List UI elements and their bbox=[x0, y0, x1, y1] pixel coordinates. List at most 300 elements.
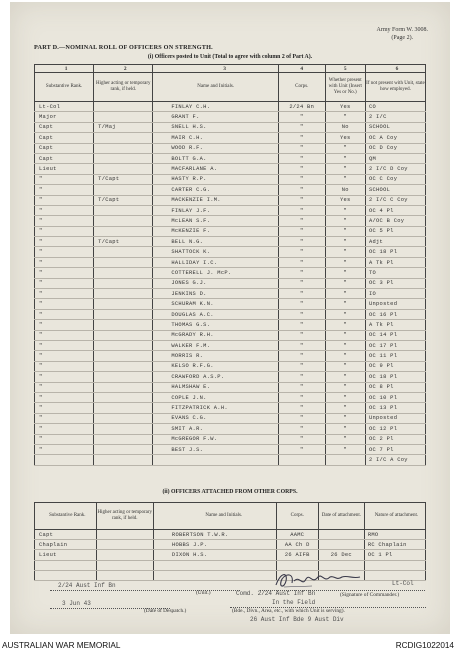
cell-present: " bbox=[325, 268, 365, 278]
cell-present: " bbox=[325, 278, 365, 288]
cell-rank: " bbox=[35, 268, 94, 278]
cell-name: KELSO R.F.G. bbox=[153, 361, 279, 371]
cell-employed: 2 I/C bbox=[365, 112, 425, 122]
cell-employed: TO bbox=[365, 268, 425, 278]
att-cell-nature: RC Chaplain bbox=[364, 540, 425, 550]
att-cell-rank bbox=[35, 570, 97, 580]
cell-name: DOUGLAS A.C. bbox=[153, 309, 279, 319]
unit-label: (Unit.) bbox=[196, 590, 211, 596]
document-page bbox=[10, 2, 450, 634]
cell-rank: " bbox=[35, 413, 94, 423]
cell-corps: " bbox=[278, 330, 325, 340]
column-header-row bbox=[35, 73, 426, 102]
att-cell-name bbox=[153, 570, 276, 580]
cell-name: CARTER C.G. bbox=[153, 185, 279, 195]
cell-rank: Lt-Col bbox=[35, 102, 94, 112]
cell-employed: Adjt bbox=[365, 237, 425, 247]
table-row bbox=[35, 382, 426, 392]
cell-present: " bbox=[325, 174, 365, 184]
cell-higher bbox=[94, 185, 153, 195]
att-header-substantive-rank: Substantive Rank. bbox=[35, 503, 97, 530]
table-row bbox=[35, 122, 426, 132]
cell-name: THOMAS G.S. bbox=[153, 320, 279, 330]
table-row bbox=[35, 403, 426, 413]
cell-higher bbox=[94, 340, 153, 350]
cell-higher bbox=[94, 205, 153, 215]
att-header-nature: Nature of attachment. bbox=[364, 503, 425, 530]
cell-rank: Capt bbox=[35, 122, 94, 132]
unit-typed: 2/24 Aust Inf Bn bbox=[58, 582, 116, 589]
table-row bbox=[35, 540, 426, 550]
cell-rank: Major bbox=[35, 112, 94, 122]
cell-corps: " bbox=[278, 424, 325, 434]
cell-corps: " bbox=[278, 143, 325, 153]
col-number: 1 bbox=[35, 65, 94, 73]
att-cell-nature: OC 1 Pl bbox=[364, 550, 425, 560]
att-cell-rank: Lieut bbox=[35, 550, 97, 560]
table-row bbox=[35, 444, 426, 454]
cell-present: " bbox=[325, 309, 365, 319]
table-row bbox=[35, 320, 426, 330]
cell-employed: OC 14 Pl bbox=[365, 330, 425, 340]
signature-rank: Lt-Col bbox=[392, 580, 414, 587]
cell-name: JENKINS D. bbox=[153, 289, 279, 299]
cell-name: HALLIDAY I.C. bbox=[153, 257, 279, 267]
cell-higher bbox=[94, 413, 153, 423]
cell-present: " bbox=[325, 392, 365, 402]
cell-rank: " bbox=[35, 403, 94, 413]
col-number: 6 bbox=[365, 65, 425, 73]
cell-higher bbox=[94, 164, 153, 174]
att-cell-name bbox=[153, 560, 276, 570]
cell-employed: SCHOOL bbox=[365, 122, 425, 132]
cell-corps: " bbox=[278, 133, 325, 143]
cell-present: Yes bbox=[325, 195, 365, 205]
cell-employed: CO bbox=[365, 102, 425, 112]
cell-employed: OC 11 Pl bbox=[365, 351, 425, 361]
att-cell-name: HOBBS J.P. bbox=[153, 540, 276, 550]
table-row bbox=[35, 226, 426, 236]
cell-present: " bbox=[325, 257, 365, 267]
cell-rank: Capt bbox=[35, 153, 94, 163]
cell-present: " bbox=[325, 143, 365, 153]
cell-name: SMIT A.R. bbox=[153, 424, 279, 434]
cell-rank: " bbox=[35, 340, 94, 350]
cell-name: COPLE J.N. bbox=[153, 392, 279, 402]
cell-higher bbox=[94, 361, 153, 371]
header-substantive-rank: Substantive Rank. bbox=[35, 73, 94, 102]
cell-corps: " bbox=[278, 413, 325, 423]
cell-employed: OC 2 Pl bbox=[365, 434, 425, 444]
att-cell-higher bbox=[96, 550, 153, 560]
cell-higher: T/Capt bbox=[94, 174, 153, 184]
cell-employed: OC 4 Pl bbox=[365, 205, 425, 215]
cell-higher bbox=[94, 226, 153, 236]
officers-table bbox=[34, 64, 426, 466]
cell-rank: " bbox=[35, 320, 94, 330]
table-row bbox=[35, 413, 426, 423]
table-row bbox=[35, 309, 426, 319]
table-row bbox=[35, 164, 426, 174]
cell-employed: OC 9 Pl bbox=[365, 361, 425, 371]
cell-present: " bbox=[325, 434, 365, 444]
cell-corps: " bbox=[278, 268, 325, 278]
cell-rank: " bbox=[35, 195, 94, 205]
att-cell-date bbox=[318, 540, 364, 550]
attached-header-row bbox=[35, 503, 426, 530]
cell-present: " bbox=[325, 424, 365, 434]
cell-name: EVANS C.G. bbox=[153, 413, 279, 423]
att-cell-higher bbox=[96, 540, 153, 550]
table-row bbox=[35, 392, 426, 402]
cell-corps: " bbox=[278, 247, 325, 257]
cell-present: No bbox=[325, 122, 365, 132]
cell-employed: 2 I/C D Coy bbox=[365, 164, 425, 174]
table-row bbox=[35, 372, 426, 382]
cell-rank: " bbox=[35, 226, 94, 236]
att-cell-name: DIXON H.S. bbox=[153, 550, 276, 560]
table-row bbox=[35, 330, 426, 340]
cell-employed: A/OC B Coy bbox=[365, 216, 425, 226]
att-cell-corps: AAMC bbox=[276, 530, 318, 540]
cell-employed: OC A Coy bbox=[365, 133, 425, 143]
section-i-title: (i) Officers posted to Unit (Total to agree with column 2 of Part A). bbox=[147, 54, 313, 60]
cell-name: HASTY R.P. bbox=[153, 174, 279, 184]
cell-present bbox=[325, 455, 365, 465]
cell-corps: " bbox=[278, 278, 325, 288]
header-corps: Corps. bbox=[278, 73, 325, 102]
cell-corps: " bbox=[278, 361, 325, 371]
cell-higher bbox=[94, 444, 153, 454]
cell-employed: IO bbox=[365, 289, 425, 299]
cell-employed: SCHOOL bbox=[365, 185, 425, 195]
cell-higher bbox=[94, 143, 153, 153]
cell-present: " bbox=[325, 372, 365, 382]
header-if-not-present: If not present with Unit, state how employed. bbox=[365, 73, 425, 102]
table-row bbox=[35, 112, 426, 122]
cell-employed: OC 7 Pl bbox=[365, 444, 425, 454]
cell-higher: T/Maj bbox=[94, 122, 153, 132]
cell-employed: OC 5 Pl bbox=[365, 226, 425, 236]
cell-rank: " bbox=[35, 216, 94, 226]
cell-rank: " bbox=[35, 444, 94, 454]
cell-rank: " bbox=[35, 299, 94, 309]
cell-corps: " bbox=[278, 289, 325, 299]
cell-employed: Unposted bbox=[365, 299, 425, 309]
cell-rank: " bbox=[35, 247, 94, 257]
att-header-date: Date of attachment. bbox=[318, 503, 364, 530]
cell-corps: " bbox=[278, 434, 325, 444]
cell-present: " bbox=[325, 340, 365, 350]
cell-higher bbox=[94, 289, 153, 299]
att-cell-higher bbox=[96, 560, 153, 570]
cell-present: " bbox=[325, 382, 365, 392]
table-row bbox=[35, 299, 426, 309]
cell-employed: A Tk Pl bbox=[365, 257, 425, 267]
cell-higher bbox=[94, 424, 153, 434]
bde-label: (Bde., Divn., Area, etc., with which Unit is serving). bbox=[232, 608, 345, 614]
att-cell-rank: Chaplain bbox=[35, 540, 97, 550]
cell-rank: " bbox=[35, 351, 94, 361]
cell-rank: Capt bbox=[35, 133, 94, 143]
cell-name: BEST J.S. bbox=[153, 444, 279, 454]
form-number-line1: Army Form W. 3008. bbox=[376, 27, 428, 33]
cell-rank: " bbox=[35, 289, 94, 299]
att-cell-rank: Capt bbox=[35, 530, 97, 540]
section-ii-title: (ii) OFFICERS ATTACHED FROM OTHER CORPS. bbox=[162, 489, 298, 495]
table-row bbox=[35, 237, 426, 247]
cell-employed: Unposted bbox=[365, 413, 425, 423]
column-number-row bbox=[35, 65, 426, 73]
cell-corps: " bbox=[278, 174, 325, 184]
cell-employed: A Tk Pl bbox=[365, 320, 425, 330]
cell-name: FINLAY J.F. bbox=[153, 205, 279, 215]
cell-name: McLEAN S.F. bbox=[153, 216, 279, 226]
cell-name: FINLAY C.H. bbox=[153, 102, 279, 112]
cell-employed: 2 I/C A Coy bbox=[365, 455, 425, 465]
cell-corps: 2/24 Bn bbox=[278, 102, 325, 112]
att-header-name: Name and Initials. bbox=[153, 503, 276, 530]
cell-rank: Capt bbox=[35, 143, 94, 153]
cell-present: " bbox=[325, 299, 365, 309]
table-row bbox=[35, 550, 426, 560]
cell-corps: " bbox=[278, 226, 325, 236]
header-name: Name and Initials. bbox=[153, 73, 279, 102]
cell-rank: " bbox=[35, 205, 94, 215]
cell-name: GRANT F. bbox=[153, 112, 279, 122]
in-field-typed: In the Field bbox=[272, 599, 316, 606]
cell-corps: " bbox=[278, 351, 325, 361]
cell-higher bbox=[94, 309, 153, 319]
cell-present: " bbox=[325, 112, 365, 122]
table-row bbox=[35, 257, 426, 267]
cell-higher bbox=[94, 299, 153, 309]
cell-name: McGRADY R.H. bbox=[153, 330, 279, 340]
header-higher-rank: Higher acting or temporary rank, if held. bbox=[94, 73, 153, 102]
cell-name: MACKENZIE I.M. bbox=[153, 195, 279, 205]
cell-rank: " bbox=[35, 392, 94, 402]
cell-present: " bbox=[325, 216, 365, 226]
table-row bbox=[35, 530, 426, 540]
table-row bbox=[35, 205, 426, 215]
cell-corps: " bbox=[278, 164, 325, 174]
cell-present: " bbox=[325, 226, 365, 236]
cell-name: SCHURAM K.N. bbox=[153, 299, 279, 309]
form-number-line2: (Page 2). bbox=[391, 35, 414, 41]
cell-rank: " bbox=[35, 434, 94, 444]
cell-higher bbox=[94, 102, 153, 112]
cell-higher bbox=[94, 278, 153, 288]
cell-name: HALMSHAW E. bbox=[153, 382, 279, 392]
col-number: 3 bbox=[153, 65, 279, 73]
cell-corps: " bbox=[278, 216, 325, 226]
cell-present: " bbox=[325, 164, 365, 174]
cell-higher: T/Capt bbox=[94, 195, 153, 205]
att-header-corps: Corps. bbox=[276, 503, 318, 530]
cell-present: " bbox=[325, 320, 365, 330]
cell-present: " bbox=[325, 403, 365, 413]
cell-employed: OC 18 Pl bbox=[365, 247, 425, 257]
cell-name: CRAWFORD A.S.P. bbox=[153, 372, 279, 382]
cell-present: Yes bbox=[325, 133, 365, 143]
att-cell-corps: AA Ch D bbox=[276, 540, 318, 550]
cell-corps: " bbox=[278, 122, 325, 132]
cell-corps: " bbox=[278, 299, 325, 309]
cell-corps: " bbox=[278, 444, 325, 454]
cell-name: COTTERELL J. McP. bbox=[153, 268, 279, 278]
cell-rank: Lieut bbox=[35, 164, 94, 174]
caption-source: AUSTRALIAN WAR MEMORIAL bbox=[2, 641, 121, 650]
despatch-date-typed: 3 Jun 43 bbox=[62, 600, 91, 607]
cell-rank: " bbox=[35, 372, 94, 382]
cell-employed: OC 18 Pl bbox=[365, 372, 425, 382]
cell-higher bbox=[94, 133, 153, 143]
cell-corps: " bbox=[278, 205, 325, 215]
cell-higher bbox=[94, 372, 153, 382]
caption-bar bbox=[0, 636, 458, 654]
cell-rank: " bbox=[35, 257, 94, 267]
cell-higher: T/Capt bbox=[94, 237, 153, 247]
cell-present: " bbox=[325, 330, 365, 340]
cell-present: " bbox=[325, 351, 365, 361]
cell-higher bbox=[94, 403, 153, 413]
att-cell-name: ROBERTSON T.W.R. bbox=[153, 530, 276, 540]
table-row bbox=[35, 133, 426, 143]
cell-corps: " bbox=[278, 195, 325, 205]
cell-higher bbox=[94, 320, 153, 330]
form-number bbox=[376, 26, 428, 42]
cell-higher bbox=[94, 216, 153, 226]
cell-present: " bbox=[325, 153, 365, 163]
table-row bbox=[35, 455, 426, 465]
table-row bbox=[35, 174, 426, 184]
cell-name: SNELL H.S. bbox=[153, 122, 279, 132]
table-row bbox=[35, 102, 426, 112]
part-title: PART D.—NOMINAL ROLL OF OFFICERS ON STRENGTH. bbox=[34, 44, 213, 51]
cell-rank: " bbox=[35, 309, 94, 319]
col-number: 2 bbox=[94, 65, 153, 73]
cell-higher bbox=[94, 434, 153, 444]
cell-higher bbox=[94, 112, 153, 122]
cell-higher bbox=[94, 330, 153, 340]
cell-employed: OC 8 Pl bbox=[365, 382, 425, 392]
table-row bbox=[35, 278, 426, 288]
table-row bbox=[35, 340, 426, 350]
table-row bbox=[35, 424, 426, 434]
cell-present: " bbox=[325, 237, 365, 247]
table-row bbox=[35, 434, 426, 444]
table-row bbox=[35, 289, 426, 299]
att-cell-date: 26 Dec bbox=[318, 550, 364, 560]
table-row bbox=[35, 216, 426, 226]
cell-present: " bbox=[325, 444, 365, 454]
att-cell-nature: RMO bbox=[364, 530, 425, 540]
cell-employed: QM bbox=[365, 153, 425, 163]
cell-employed: OC 10 Pl bbox=[365, 392, 425, 402]
cell-corps: " bbox=[278, 185, 325, 195]
cell-higher bbox=[94, 382, 153, 392]
cell-employed: OC 3 Pl bbox=[365, 278, 425, 288]
cell-present: " bbox=[325, 205, 365, 215]
cell-name bbox=[153, 455, 279, 465]
header-whether-present: Whether present with Unit (Insert Yes or No.) bbox=[325, 73, 365, 102]
cell-name: McGREGOR F.W. bbox=[153, 434, 279, 444]
table-row bbox=[35, 351, 426, 361]
table-row bbox=[35, 195, 426, 205]
cell-corps bbox=[278, 455, 325, 465]
cell-higher bbox=[94, 351, 153, 361]
cell-name: SHATTOCK K. bbox=[153, 247, 279, 257]
cell-employed: OC 16 Pl bbox=[365, 309, 425, 319]
cell-corps: " bbox=[278, 340, 325, 350]
att-cell-corps: 26 AIFB bbox=[276, 550, 318, 560]
cell-corps: " bbox=[278, 392, 325, 402]
table-row bbox=[35, 361, 426, 371]
table-row bbox=[35, 268, 426, 278]
cell-employed: OC 17 Pl bbox=[365, 340, 425, 350]
cell-corps: " bbox=[278, 257, 325, 267]
cell-corps: " bbox=[278, 153, 325, 163]
cell-higher bbox=[94, 257, 153, 267]
cell-present: " bbox=[325, 413, 365, 423]
cell-higher bbox=[94, 392, 153, 402]
cell-present: No bbox=[325, 185, 365, 195]
table-row bbox=[35, 185, 426, 195]
cell-name: MAIR C.H. bbox=[153, 133, 279, 143]
cell-present: " bbox=[325, 289, 365, 299]
cell-rank: " bbox=[35, 237, 94, 247]
cell-rank: " bbox=[35, 174, 94, 184]
cell-employed: OC 12 Pl bbox=[365, 424, 425, 434]
cell-corps: " bbox=[278, 372, 325, 382]
att-cell-higher bbox=[96, 530, 153, 540]
officer-rows bbox=[35, 102, 426, 466]
cell-employed: 2 I/C C Coy bbox=[365, 195, 425, 205]
cell-name: MACFARLANE A. bbox=[153, 164, 279, 174]
cell-rank: " bbox=[35, 424, 94, 434]
cell-corps: " bbox=[278, 309, 325, 319]
unit-dotline bbox=[50, 590, 240, 591]
table-row bbox=[35, 247, 426, 257]
cell-higher bbox=[94, 455, 153, 465]
col-number: 5 bbox=[325, 65, 365, 73]
cell-name: WALKER F.M. bbox=[153, 340, 279, 350]
cell-name: JONES G.J. bbox=[153, 278, 279, 288]
cell-present: Yes bbox=[325, 102, 365, 112]
cell-higher bbox=[94, 153, 153, 163]
cell-rank: " bbox=[35, 185, 94, 195]
cell-rank: " bbox=[35, 278, 94, 288]
bde-typed: 26 Aust Inf Bde 9 Aust Div bbox=[250, 616, 344, 623]
cell-rank: " bbox=[35, 361, 94, 371]
att-cell-date bbox=[318, 530, 364, 540]
cell-present: " bbox=[325, 247, 365, 257]
cell-corps: " bbox=[278, 112, 325, 122]
cell-higher bbox=[94, 268, 153, 278]
cell-name: BELL N.G. bbox=[153, 237, 279, 247]
commander-signature bbox=[272, 569, 382, 591]
caption-id: RCDIG1022014 bbox=[395, 641, 454, 650]
cell-rank bbox=[35, 455, 94, 465]
col-number: 4 bbox=[278, 65, 325, 73]
cell-name: McKENZIE F. bbox=[153, 226, 279, 236]
cell-name: FITZPATRICK A.H. bbox=[153, 403, 279, 413]
cell-employed: OC 13 Pl bbox=[365, 403, 425, 413]
cmd-typed: Comd. 2/24 Aust Inf Bn bbox=[236, 590, 316, 597]
cell-name: WOOD R.F. bbox=[153, 143, 279, 153]
cell-higher bbox=[94, 247, 153, 257]
cell-name: MORRIS R. bbox=[153, 351, 279, 361]
